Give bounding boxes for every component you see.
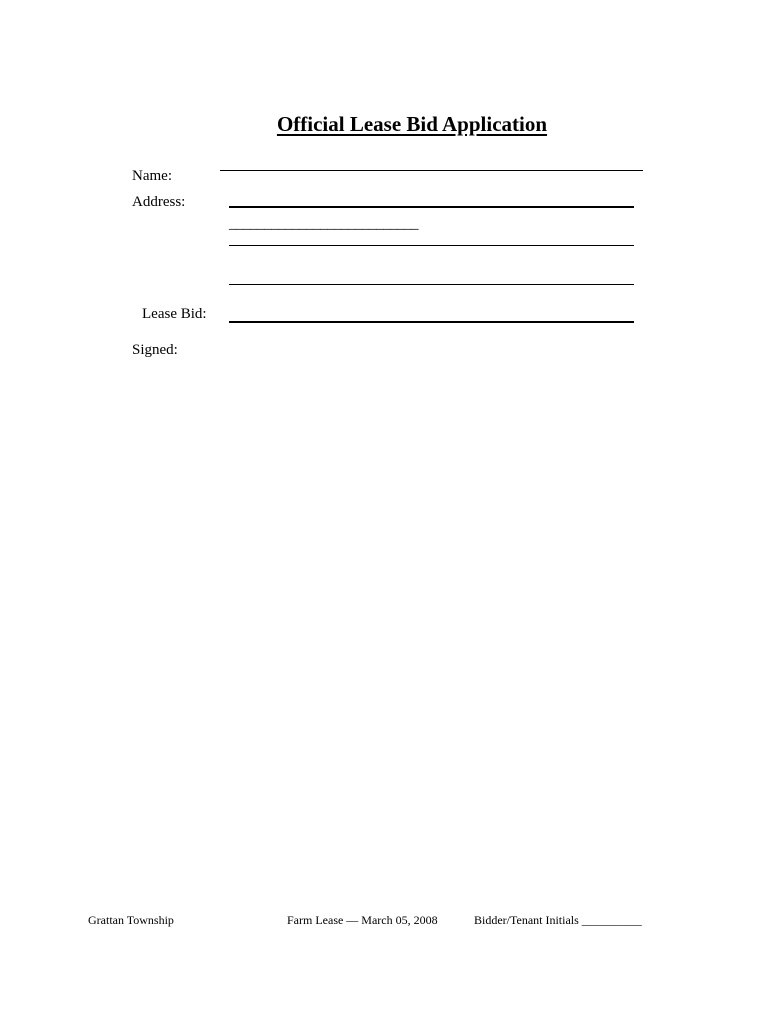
address-field-line-1[interactable] [229,206,634,208]
footer-lease-date: Farm Lease — March 05, 2008 [287,913,438,927]
address-label: Address: [132,194,186,210]
address-field-line-2[interactable]: ___________________________ [229,216,418,232]
name-label: Name: [132,168,172,184]
footer-initials: Bidder/Tenant Initials __________ [474,913,642,927]
lease-bid-field-line[interactable] [229,321,634,323]
footer-township: Grattan Township [88,913,174,927]
document-title: Official Lease Bid Application [276,112,548,136]
address-field-line-4[interactable] [229,284,634,285]
signed-label: Signed: [132,342,178,358]
name-field-line[interactable] [220,170,643,171]
lease-bid-label: Lease Bid: [142,306,207,322]
address-field-line-3[interactable] [229,245,634,246]
